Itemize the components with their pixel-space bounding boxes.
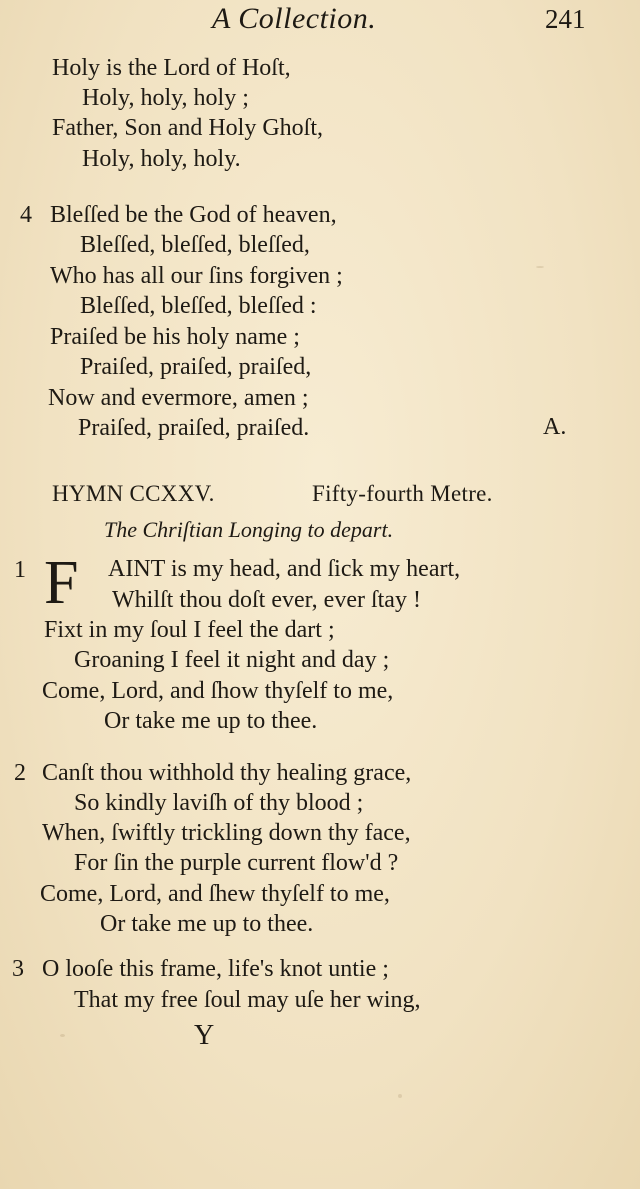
paper-speck — [398, 1094, 402, 1098]
verse-line: Come, Lord, and ſhew thyſelf to me, — [40, 881, 390, 907]
verse-line: Holy, holy, holy. — [82, 146, 241, 172]
verse-number: 4 — [20, 202, 32, 228]
verse-number: 3 — [12, 956, 24, 982]
verse-line: Whilſt thou doſt ever, ever ſtay ! — [112, 587, 421, 613]
paper-speck — [60, 1034, 65, 1037]
drop-cap: F — [44, 549, 79, 617]
verse-line: Holy is the Lord of Hoſt, — [52, 55, 291, 81]
verse-line: Bleſſed, bleſſed, bleſſed : — [80, 293, 317, 319]
verse-line: Come, Lord, and ſhow thyſelf to me, — [42, 678, 394, 704]
author-attribution: A. — [543, 414, 567, 440]
paper-speck — [536, 266, 544, 268]
verse-line: Or take me up to thee. — [100, 911, 314, 937]
verse-line: Bleſſed be the God of heaven, — [50, 202, 337, 228]
verse-line: O looſe this frame, life's knot untie ; — [42, 956, 389, 982]
page-number: 241 — [545, 4, 586, 34]
verse-line: Canſt thou withhold thy healing grace, — [42, 760, 412, 786]
verse-line: Praiſed be his holy name ; — [50, 324, 300, 350]
verse-line: Who has all our ſins forgiven ; — [50, 263, 343, 289]
verse-line: That my free ſoul may uſe her wing, — [74, 987, 421, 1013]
hymn-metre: Fifty-fourth Metre. — [312, 481, 493, 506]
running-title: A Collection. — [212, 2, 377, 35]
hymn-subtitle: The Chriſtian Longing to depart. — [104, 517, 394, 542]
verse-line: AINT is my head, and ſick my heart, — [108, 556, 461, 582]
verse-line: Praiſed, praiſed, praiſed, — [80, 354, 312, 380]
verse-line: Bleſſed, bleſſed, bleſſed, — [80, 232, 310, 258]
verse-line: Or take me up to thee. — [104, 708, 318, 734]
verse-number: 1 — [14, 557, 26, 583]
verse-line: So kindly laviſh of thy blood ; — [74, 790, 364, 816]
verse-number: 2 — [14, 760, 26, 786]
verse-line: Groaning I feel it night and day ; — [74, 647, 390, 673]
verse-line: Holy, holy, holy ; — [82, 85, 249, 111]
hymn-heading: HYMN CCXXV. — [52, 481, 215, 506]
signature-mark: Y — [194, 1020, 215, 1051]
verse-line: When, ſwiftly trickling down thy face, — [42, 820, 411, 846]
verse-line: Fixt in my ſoul I feel the dart ; — [44, 617, 335, 643]
verse-line: Father, Son and Holy Ghoſt, — [52, 115, 324, 141]
verse-line: Praiſed, praiſed, praiſed. — [78, 415, 310, 441]
verse-line: Now and evermore, amen ; — [48, 385, 309, 411]
running-head — [0, 0, 640, 40]
verse-line: For ſin the purple current flow'd ? — [74, 850, 399, 876]
